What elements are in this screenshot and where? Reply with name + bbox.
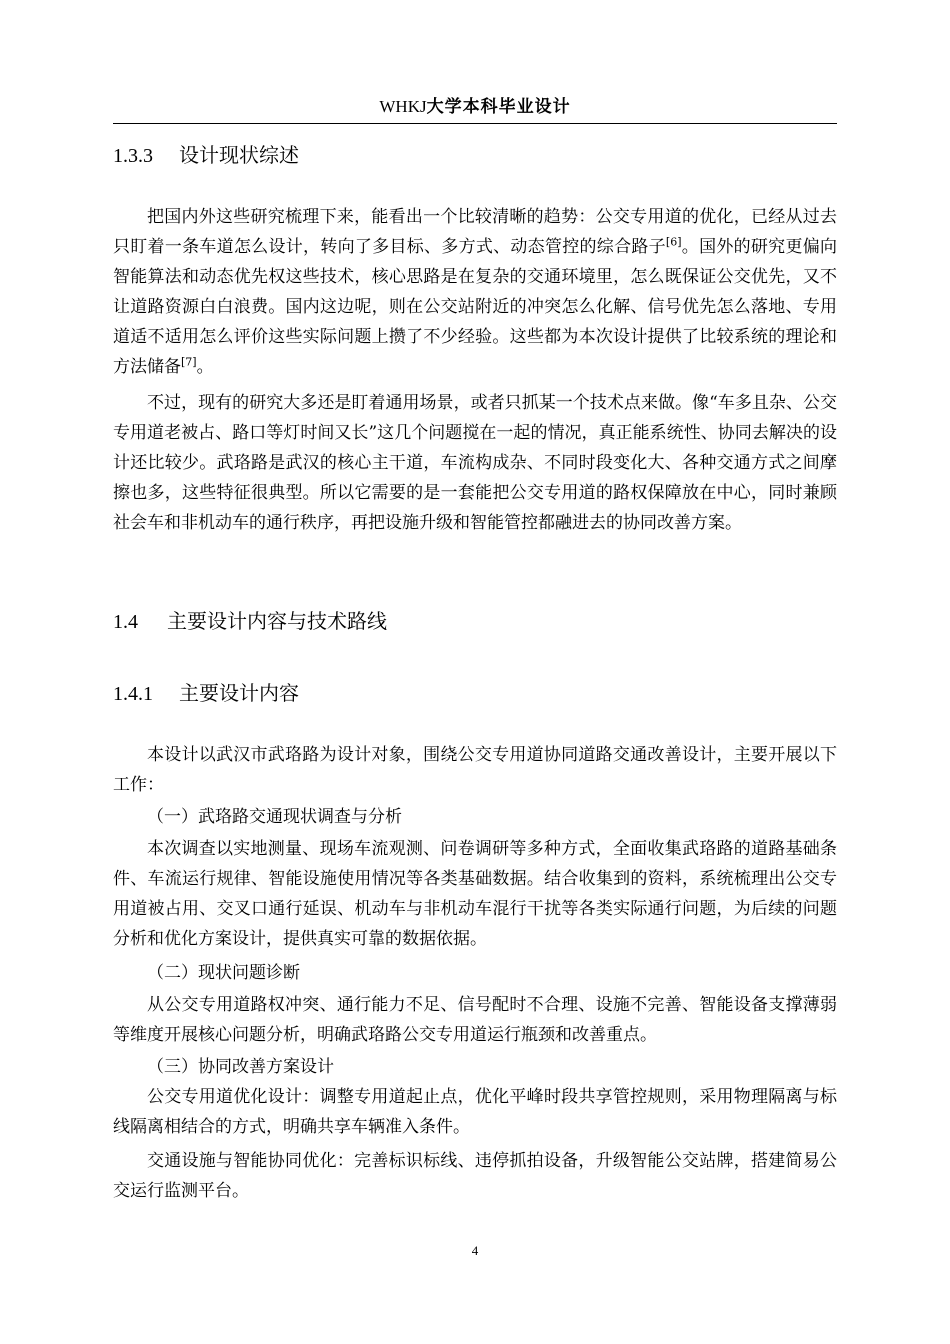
item-label-diagnosis: （二）现状问题诊断 bbox=[147, 963, 300, 983]
page-number: 4 bbox=[471, 1243, 479, 1258]
paragraph-text: 。 bbox=[196, 357, 214, 377]
heading-1-3-3 bbox=[113, 142, 837, 169]
paragraph-trend-summary bbox=[113, 202, 837, 382]
heading-1-4 bbox=[113, 608, 837, 635]
heading-number: 1.4.1 bbox=[113, 683, 153, 705]
item-label-scheme: （三）协同改善方案设计 bbox=[147, 1057, 334, 1077]
citation-ref: [7] bbox=[181, 355, 197, 369]
paragraph-bus-lane-design: 公交专用道优化设计：调整专用道起止点，优化平峰时段共享管控规则，采用物理隔离与标线隔离相结合的方式，明确共享车辆准入条件。 bbox=[113, 1087, 837, 1137]
paragraph-text: 。 bbox=[681, 237, 700, 257]
paragraph-diagnosis: 从公交专用道路权冲突、通行能力不足、信号配时不合理、设施不完善、智能设备支撑薄弱等维度开展核心问题分析，明确武珞路公交专用道运行瓶颈和改善重点。 bbox=[113, 995, 837, 1045]
heading-number: 1.3.3 bbox=[113, 145, 153, 167]
paragraph-text: 国外的研究更偏向智能算法和动态优先权这些技术，核心思路是在复杂的交通环境里，怎么既保证公交优先，又不让道路资源白白浪费。国内这边呢，则在公交站附近的冲突怎么化解、信号优先怎么落地、专用道适不适用怎么评价这些实际问题上攒了不少经验。这些都为本次设计提供了比较系统的理论和方法储备 bbox=[113, 237, 838, 377]
paragraph-text: 把国内外这些研究梳理下来，能看出一个比较清晰的趋势：公交专用道的优化，已经从过去只盯着一条车道怎么设计，转向了多目标、多方式、动态管控的综合路子 bbox=[113, 207, 837, 257]
heading-1-4-1 bbox=[113, 680, 837, 707]
paragraph-intro: 本设计以武汉市武珞路为设计对象，围绕公交专用道协同道路交通改善设计，主要开展以下工作： bbox=[113, 745, 837, 795]
paragraph-survey: 本次调查以实地测量、现场车流观测、问卷调研等多种方式，全面收集武珞路的道路基础条件、车流运行规律、智能设施使用情况等各类基础数据。结合收集到的资料，系统梳理出公交专用道被占用、交叉口通行延误、机动车与非机动车混行干扰等各类实际通行问题，为后续的问题分析和优化方案设计，提供真实可靠的数据依据。 bbox=[113, 839, 837, 949]
citation-ref: [6] bbox=[665, 235, 682, 249]
item-label-survey: （一）武珞路交通现状调查与分析 bbox=[147, 807, 402, 827]
heading-number: 1.4 bbox=[113, 611, 138, 633]
paragraph-research-gap: 不过，现有的研究大多还是盯着通用场景，或者只抓某一个技术点来做。像“车多且杂、公交专用道老被占、路口等灯时间又长”这几个问题搅在一起的情况，真正能系统性、协同去解决的设计还比较少。武珞路是武汉的核心主干道，车流构成杂、不同时段变化大、各种交通方式之间摩擦也多，这些特征很典型。所以它需要的是一套能把公交专用道的路权保障放在中心，同时兼顾社会车和非机动车的通行秩序，再把设施升级和智能管控都融进去的协同改善方案。 bbox=[113, 393, 837, 533]
running-header bbox=[0, 96, 950, 118]
header-rule bbox=[113, 123, 837, 124]
heading-title: 设计现状综述 bbox=[179, 143, 299, 167]
header-school: WHKJ bbox=[379, 97, 427, 116]
paragraph-facility-optimization: 交通设施与智能协同优化：完善标识标线、违停抓拍设备，升级智能公交站牌，搭建简易公交运行监测平台。 bbox=[113, 1151, 837, 1201]
heading-title: 主要设计内容 bbox=[179, 681, 299, 705]
header-title: 大学本科毕业设计 bbox=[426, 97, 571, 117]
heading-title: 主要设计内容与技术路线 bbox=[167, 609, 387, 633]
